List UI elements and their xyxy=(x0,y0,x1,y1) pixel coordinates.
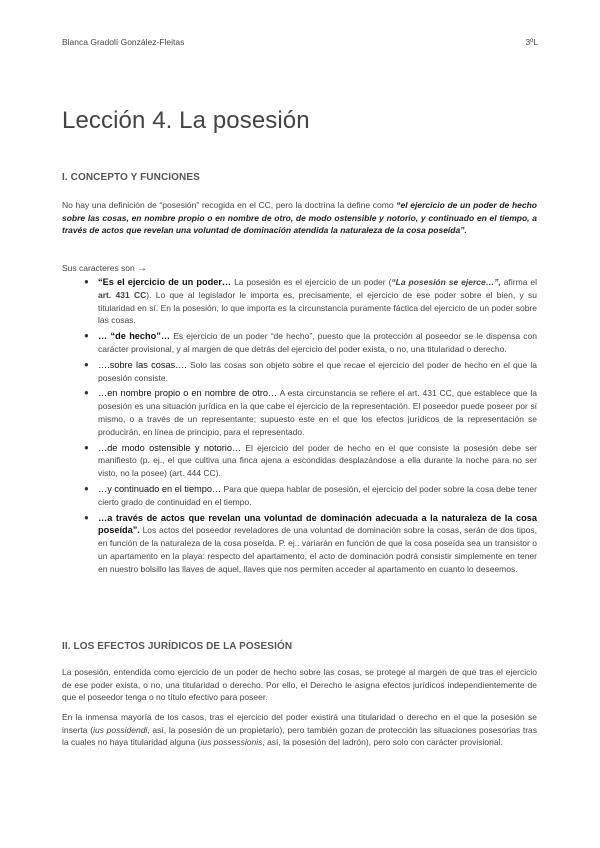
list-item xyxy=(62,512,537,576)
bullet-lead: …de modo ostensible y notorio… xyxy=(98,442,242,453)
list-item xyxy=(62,276,537,327)
effects-paragraph-1: La posesión, entendida como ejercicio de un poder de hecho sobre las cosas, se protege al margen de que tras el ejercicio de ese poder exista, o no, una titularidad o derecho. Por ello, el Derecho le asigna efectos jurídicos independientemente de que el poseedor tenga o no título efectivo para poseer. xyxy=(62,667,537,703)
section-1-heading: I. CONCEPTO Y FUNCIONES xyxy=(62,172,200,183)
bullet-icon: ● xyxy=(84,388,89,398)
bullet-lead: …en nombre propio o en nombre de otro… xyxy=(98,388,278,399)
bullet-icon: ● xyxy=(84,277,89,286)
bullet-lead: …a través de actos que revelan una voluntad de dominación adecuada a la naturaleza de la cosa poseída”. xyxy=(98,512,537,536)
bullet-icon: ● xyxy=(84,359,89,369)
characteristics-intro xyxy=(62,262,537,276)
latin-term: ius possidendi xyxy=(93,724,148,735)
bullet-text: ). Lo que al legislador le importa es, precisamente, el ejercicio de ese poder sobre el bien, y su titularidad en sí. En la posesión, lo que importa es la circunstancia puramente fáctica del ejercicio de un poder sobre las cosas. xyxy=(98,289,537,326)
bullet-lead: ….sobre las cosas…. xyxy=(98,359,187,370)
header-author: Blanca Gradolí González-Fleitas xyxy=(62,37,185,47)
article-reference: art. 431 CC xyxy=(98,289,147,300)
bullet-lead: … “de hecho”… xyxy=(98,331,171,342)
bullet-text: A esta circunstancia se refiere el art. 431 CC, que establece que la posesión es una situación jurídica en la que cabe el ejercicio de la representación. El poseedor puede poseer por sí mismo, o a través de un representante; supuesto este en el que los efectos jurídicos de la representación se producirán, en línea de principio, para el representado. xyxy=(98,388,537,437)
bullet-text: Es ejercicio de un poder “de hecho”, puesto que la protección al poseedor se le dispensa con carácter provisional, y al margen de que detrás del ejercicio del poder exista, o no, una titularidad o derecho. xyxy=(98,331,537,354)
page-header xyxy=(62,37,538,47)
paragraph-text: En la inmensa mayoría de los casos, tras el ejercicio del poder existirá una titularidad o derecho en el que la posesión se inserta ( xyxy=(62,712,537,735)
effects-paragraph-2 xyxy=(62,711,537,749)
list-item xyxy=(62,387,537,438)
bullet-lead: …y continuado en el tiempo… xyxy=(98,483,222,494)
definition-text: No hay una definición de “posesión” recogida en el CC, pero la doctrina la define como xyxy=(62,200,397,210)
section-2-heading: II. LOS EFECTOS JURÍDICOS DE LA POSESIÓN xyxy=(62,641,293,652)
bullet-icon: ● xyxy=(84,331,89,341)
definition-paragraph xyxy=(62,199,537,237)
bullet-text: Para que quepa hablar de posesión, el ejercicio del poder sobre la cosa debe tener cierto grado de continuidad en el tiempo. xyxy=(98,483,537,507)
bullet-text: Los actos del poseedor reveladores de una voluntad de dominación sobre la cosas, serán de dos tipos, en función de la naturaleza de la cosa poseída. P. ej.. variarán en función de que la cosa poseída sea un transistor o un apartamento en la playa: respecto del apartamento, el acto de dominación podrá consistir simplemente en tener en nuestro bolsillo las llaves de aquel, llaves que nos permiten acceder al apartamento en cuanto lo deseemos. xyxy=(98,525,537,574)
bullet-text: La posesión es el ejercicio de un poder ( xyxy=(231,277,392,287)
bullet-quote: “La posesión se ejerce…”, xyxy=(391,277,501,287)
bullet-text: Solo las cosas son objeto sobre el que recae el ejercicio del poder de hecho en el que la posesión consiste. xyxy=(98,359,537,383)
bullet-icon: ● xyxy=(84,512,89,522)
header-course: 3ºL xyxy=(525,37,538,47)
definition-quote: “el ejercicio de un poder de hecho sobre las cosas, en nombre propio o en nombre de otro, de modo ostensible y notorio, y continuado en el tiempo, a través de actos que revelan una voluntad de dominación atendida la naturaleza de la cosa poseída”. xyxy=(62,200,537,236)
arrow-right-icon: → xyxy=(137,263,148,274)
list-item xyxy=(62,359,537,385)
characteristics-intro-text: Sus caracteres son xyxy=(62,263,135,273)
latin-term: ius possessionis xyxy=(200,737,263,748)
lesson-title: Lección 4. La posesión xyxy=(62,107,310,134)
bullet-lead: “Es el ejercicio de un poder… xyxy=(98,277,232,287)
paragraph-text: , así, la posesión del ladrón), pero solo con carácter provisional. xyxy=(262,737,503,748)
bullet-icon: ● xyxy=(84,442,89,452)
list-item xyxy=(62,483,537,509)
list-item xyxy=(62,442,537,480)
list-item xyxy=(62,330,537,356)
characteristics-list xyxy=(62,276,537,579)
bullet-text: afirma el xyxy=(500,277,537,287)
bullet-icon: ● xyxy=(84,483,89,493)
bullet-text: El ejercicio del poder de hecho en el que consiste la posesión debe ser manifiesto (p. ej., el que cultiva una finca ajena a escondidas desplazándose a ella durante la noche para no ser visto, no la posee) (art. 444 CC). xyxy=(98,442,537,479)
paragraph-text: , así, la posesión de un propietario), pero también gozan de protección las situaciones posesorias tras la cuales no haya titularidad alguna ( xyxy=(62,724,537,748)
